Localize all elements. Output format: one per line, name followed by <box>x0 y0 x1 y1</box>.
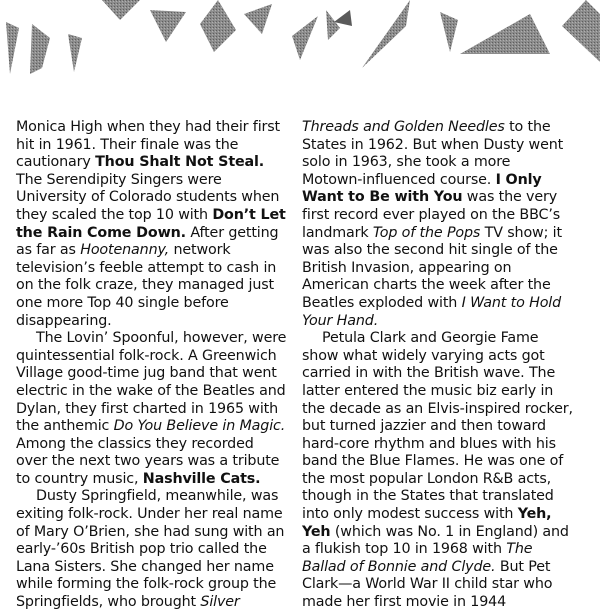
deco-shape <box>292 16 318 60</box>
deco-shape <box>362 0 410 68</box>
deco-shape <box>440 12 458 52</box>
right-text-column <box>302 119 574 612</box>
deco-shape <box>334 10 352 26</box>
paragraph: Monica High when they had their first hit in 1961. Their finale was the cautionary Thou Shalt Not Steal. The Serendipity Singers were University of Colorado students when they scaled the top 10 with Don’t Let the Rain Come Down. After getting as far as Hootenanny, network television’s feeble attempt to cash in on the folk craze, they managed just one more Top 40 single before disappearing. <box>16 119 286 329</box>
paragraph: Petula Clark and Georgie Fame show what widely varying acts got carried in with the British wave. The latter entered the music biz early in the decade as an Elvis-inspired rocker, but turned jazzier and then toward hard-core rhythm and blues with his band the Blue Flames. He was one of the most popular London R&B acts, though in the States that translated into only modest success with Yeh, Yeh (which was No. 1 in England) and a flukish top 10 in 1968 with The Ballad of Bonnie and Clyde. But Pet Clark—a World War II child star who made her first movie in 1944 <box>302 330 573 611</box>
decorative-shapes-banner <box>0 0 600 100</box>
deco-shape <box>200 0 236 52</box>
deco-shape <box>102 0 140 20</box>
paragraph: Dusty Springfield, meanwhile, was exiting folk-rock. Under her real name of Mary O’Brien, she had sung with an early-’60s British pop trio called the Lana Sisters. She changed her name while forming the folk-rock group the Springfields, who brought Silver <box>16 488 285 611</box>
song-title: Yeh, Yeh <box>302 506 552 540</box>
song-title: The Ballad of Bonnie and Clyde. <box>302 541 533 575</box>
show-title: Hootenanny, <box>80 242 170 259</box>
deco-shape <box>460 14 550 54</box>
paragraph: Threads and Golden Needles to the States in 1962. But when Dusty went solo in 1963, she took a more Motown-influenced course. I Only Want to Be with You was the very first record ever played on the BBC’s landmark Top of the Pops TV show; it was also the second hit single of the British Invasion, appearing on American charts the week after the Beatles exploded with I Want to Hold Your Hand. <box>302 119 564 329</box>
deco-shape <box>30 24 50 74</box>
song-title: Silver <box>200 594 240 611</box>
song-title: Don’t Let the Rain Come Down. <box>16 206 286 241</box>
deco-shape <box>244 4 272 34</box>
song-title: I Want to Hold Your Hand. <box>302 294 562 329</box>
show-title: Top of the Pops <box>372 224 481 241</box>
song-title: Thou Shalt Not Steal. <box>95 154 265 171</box>
song-title: Threads and Golden Needles <box>302 119 505 135</box>
song-title: Do You Believe in Magic. <box>113 418 286 435</box>
left-text-column <box>16 119 288 612</box>
deco-shape <box>68 34 82 72</box>
paragraph: The Lovin’ Spoonful, however, were quintessential folk-rock. A Greenwich Village good-time jug band that went electric in the wake of the Beatles and Dylan, they first charted in 1965 with the anthemic Do You Believe in Magic. Among the classics they recorded over the next two years was a tribute to country music, Nashville Cats. <box>16 330 287 487</box>
deco-shape <box>562 0 600 62</box>
deco-shape <box>150 10 186 42</box>
deco-shape <box>6 22 19 74</box>
deco-shape <box>326 10 340 40</box>
song-title: Nashville Cats. <box>142 470 261 487</box>
song-title: I Only Want to Be with You <box>302 171 542 206</box>
